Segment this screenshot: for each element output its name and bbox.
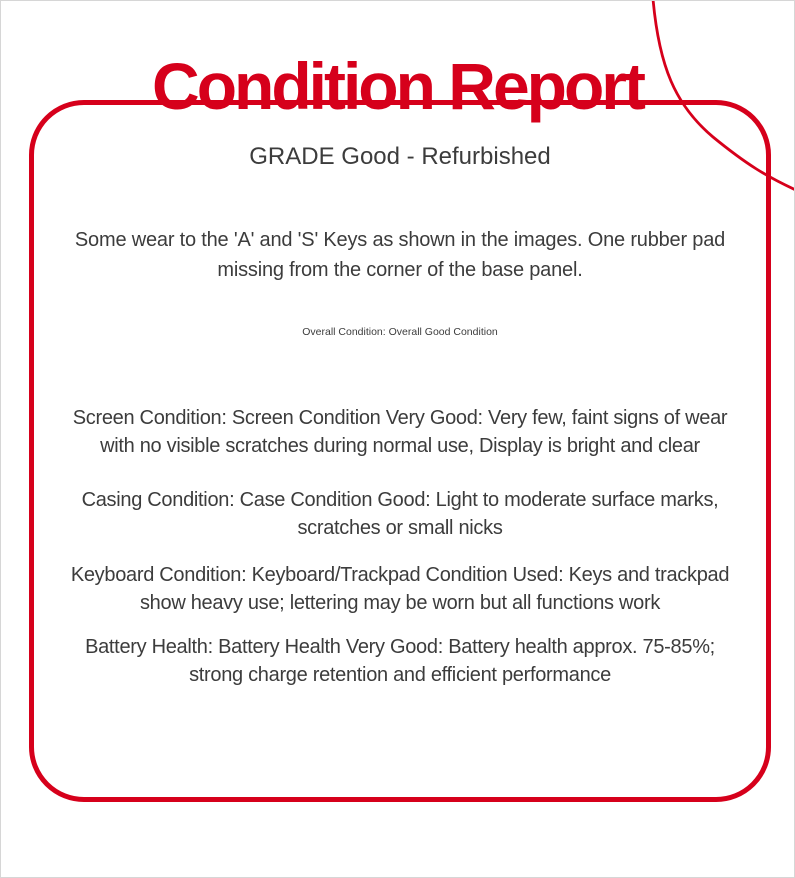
section-line: Keyboard Condition: Keyboard/Trackpad Condition Used: Keys and trackpad (70, 564, 730, 586)
grade-heading: GRADE Good - Refurbished (249, 143, 551, 170)
condition-summary-line: Some wear to the 'A' and 'S' Keys as shown in the images. One rubber pad (74, 229, 726, 251)
overall-condition-note: Overall Condition: Overall Good Condition (302, 326, 498, 338)
section-line: Screen Condition: Screen Condition Very Good: Very few, faint signs of wear (72, 407, 728, 429)
page-title: Condition Report (152, 49, 643, 124)
section-line: show heavy use; lettering may be worn but all functions work (139, 592, 661, 614)
section-line: scratches or small nicks (297, 517, 503, 539)
section-casing-condition (34, 486, 766, 542)
report-frame (29, 100, 771, 802)
section-battery-health (34, 633, 766, 689)
section-line: strong charge retention and efficient performance (189, 664, 611, 686)
section-line: Battery Health: Battery Health Very Good: Battery health approx. 75-85%; (85, 636, 715, 658)
condition-summary (34, 225, 766, 285)
condition-summary-line: missing from the corner of the base panel. (217, 259, 583, 281)
section-screen-condition (34, 404, 766, 460)
section-line: Casing Condition: Case Condition Good: Light to moderate surface marks, (81, 489, 719, 511)
section-keyboard-condition (34, 561, 766, 617)
section-line: with no visible scratches during normal use, Display is bright and clear (100, 435, 700, 457)
